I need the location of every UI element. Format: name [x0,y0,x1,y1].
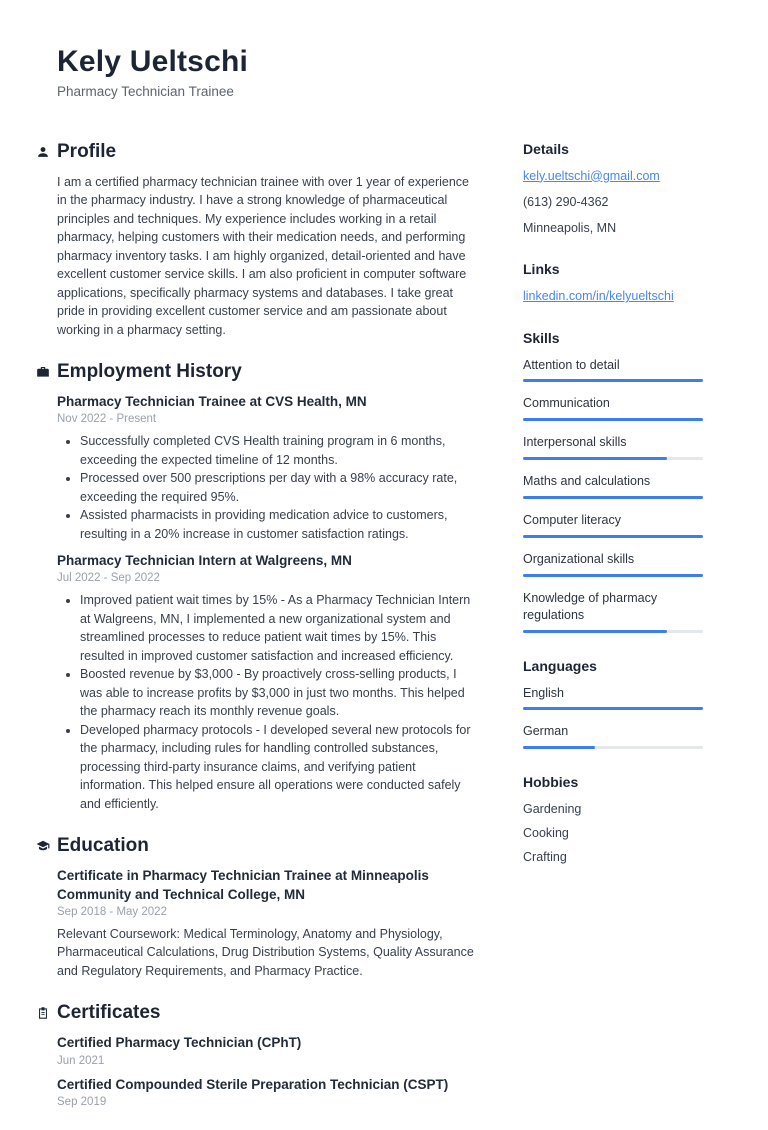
profile-section-header [36,141,481,163]
job-bullet: • Successfully completed CVS Health training program in 6 months, exceeding the expected timeline of 12 months. [80,432,481,469]
profile-section-title: Profile [57,140,117,162]
skill-label: Knowledge of pharmacy regulations [523,590,658,622]
hobby-item: Crafting [523,850,567,864]
education-dates: Sep 2018 - May 2022 [57,905,167,918]
job-dates: Nov 2022 - Present [57,413,157,426]
language-bar-fill [523,746,595,749]
language-bar [523,746,703,749]
location-text: Minneapolis, MN [523,221,617,235]
skill-bar-fill [523,496,703,499]
section-employment-history [57,361,481,813]
profile-summary-text: I am a certified pharmacy technician trainee with over 1 year of experience in the pharmacy industry. I have a strong knowledge of pharmaceutical principles and techniques. My experience includes working in a retail pharmacy, helping customers with their medication needs, and performing pharmacy inventory tasks. I am highly organized, detail-oriented and have excellent customer service skills. I am also proficient in computer software applications, specifically pharmacy systems and databases. I take great pride in providing excellent customer service and am passionate about working in a pharmacy setting. [57,174,470,337]
language-item [523,685,703,711]
certificates-section-title: Certificates [57,1002,161,1024]
skill-bar [523,379,703,382]
resume-header [57,46,703,99]
employment-section-title: Employment History [57,361,242,382]
certificate-title: Certified Compounded Sterile Preparation Technician (CSPT) [57,1076,449,1092]
skill-label: Attention to detail [523,357,620,372]
skill-bar [523,574,703,577]
certificate-entry [57,1076,481,1108]
certificates-section-header [36,1002,481,1024]
job-entry [57,393,481,543]
skill-label: Computer literacy [523,513,621,527]
certificate-title: Certified Pharmacy Technician (CPhT) [57,1035,302,1051]
language-label: German [523,724,569,739]
skill-bar [523,496,703,499]
skill-item [523,473,703,499]
email-link[interactable]: kely.ueltschi@gmail.com [523,168,660,183]
skill-item [523,590,703,633]
education-description: Relevant Coursework: Medical Terminology, Anatomy and Physiology, Pharmaceutical Calculations, Drug Distribution Systems, Quality Assurance and Regulatory Requirements, and Pharmacy Practice. [57,926,474,978]
skill-bar-fill [523,418,703,421]
sidebar-details [523,141,703,237]
sidebar-skills [523,330,703,633]
job-bullet-list [57,591,481,813]
job-bullet: • Processed over 500 prescriptions per day with a 98% accuracy rate, exceeding the required 95%. [80,469,481,506]
skill-bar [523,418,703,421]
section-certificates [57,1002,481,1107]
education-section-header [36,835,481,857]
job-bullet: • Boosted revenue by $3,000 - By proactively cross-selling products, I was able to increase profits by $3,000 in just two months. This helped the pharmacy reach its monthly revenue goals. [80,665,481,721]
job-bullet: • Assisted pharmacists in providing medication advice to customers, resulting in a 20% increase in customer satisfaction ratings. [80,506,481,543]
skill-item [523,357,703,383]
languages-title: Languages [523,657,597,674]
briefcase-icon [36,365,50,379]
linkedin-link[interactable]: linkedin.com/in/kelyueltschi [523,289,674,304]
hobby-item: Cooking [523,826,569,841]
certificate-dates: Jun 2021 [57,1054,105,1067]
links-title: Links [523,261,560,278]
sidebar-links [523,261,703,304]
certificate-dates: Sep 2019 [57,1095,107,1108]
job-dates: Jul 2022 - Sep 2022 [57,572,160,585]
job-entry [57,552,481,813]
skill-bar-fill [523,574,703,577]
skill-bar-fill [523,379,703,382]
skill-label: Interpersonal skills [523,435,627,450]
skill-bar [523,535,703,538]
section-education [57,835,481,980]
language-label: English [523,685,564,700]
candidate-job-title: Pharmacy Technician Trainee [57,83,234,99]
skill-bar [523,457,703,460]
skill-label: Organizational skills [523,551,635,566]
main-column [57,141,481,1130]
skill-bar-fill [523,630,667,633]
graduation-cap-icon [36,839,50,853]
certificate-entry [57,1034,481,1066]
skill-label: Communication [523,396,610,411]
skill-bar-fill [523,457,667,460]
job-title: Pharmacy Technician Trainee at CVS Health, MN [57,394,367,409]
sidebar [523,141,703,891]
employment-section-header [36,361,481,383]
hobby-item: Gardening [523,802,582,817]
skill-item [523,512,703,538]
language-bar-fill [523,707,703,710]
person-icon [36,145,50,159]
details-title: Details [523,140,569,157]
candidate-name: Kely Ueltschi [57,45,249,78]
link-row [523,288,703,304]
job-bullet-list [57,432,481,543]
language-item [523,723,703,749]
skills-title: Skills [523,329,560,346]
skill-label: Maths and calculations [523,474,651,489]
skill-item [523,551,703,577]
section-profile [57,141,481,340]
education-degree: Certificate in Pharmacy Technician Trainee at Minneapolis Community and Technical College, MN [57,868,429,902]
skill-item [523,395,703,421]
skill-item [523,434,703,460]
job-bullet: • Developed pharmacy protocols - I developed several new protocols for the pharmacy, including rules for handling controlled substances, processing third-party insurance claims, and verifying patient information. This helped ensure all operations were conducted safely and efficiently. [80,721,481,814]
email-row [523,168,703,184]
job-title: Pharmacy Technician Intern at Walgreens, MN [57,553,352,569]
clipboard-icon [36,1006,50,1020]
content-columns [57,141,703,1130]
language-bar [523,707,703,710]
job-bullet: • Improved patient wait times by 15% - As a Pharmacy Technician Intern at Walgreens, MN, I implemented a new organizational system and streamlined processes to reduce patient wait times by 15%. This resulted in improved customer satisfaction and increased efficiency. [80,591,481,665]
skill-bar [523,630,703,633]
phone-number: (613) 290-4362 [523,194,609,209]
sidebar-languages [523,658,703,750]
sidebar-hobbies [523,774,703,866]
hobbies-title: Hobbies [523,774,579,791]
skill-bar-fill [523,535,703,538]
education-section-title: Education [57,835,149,857]
